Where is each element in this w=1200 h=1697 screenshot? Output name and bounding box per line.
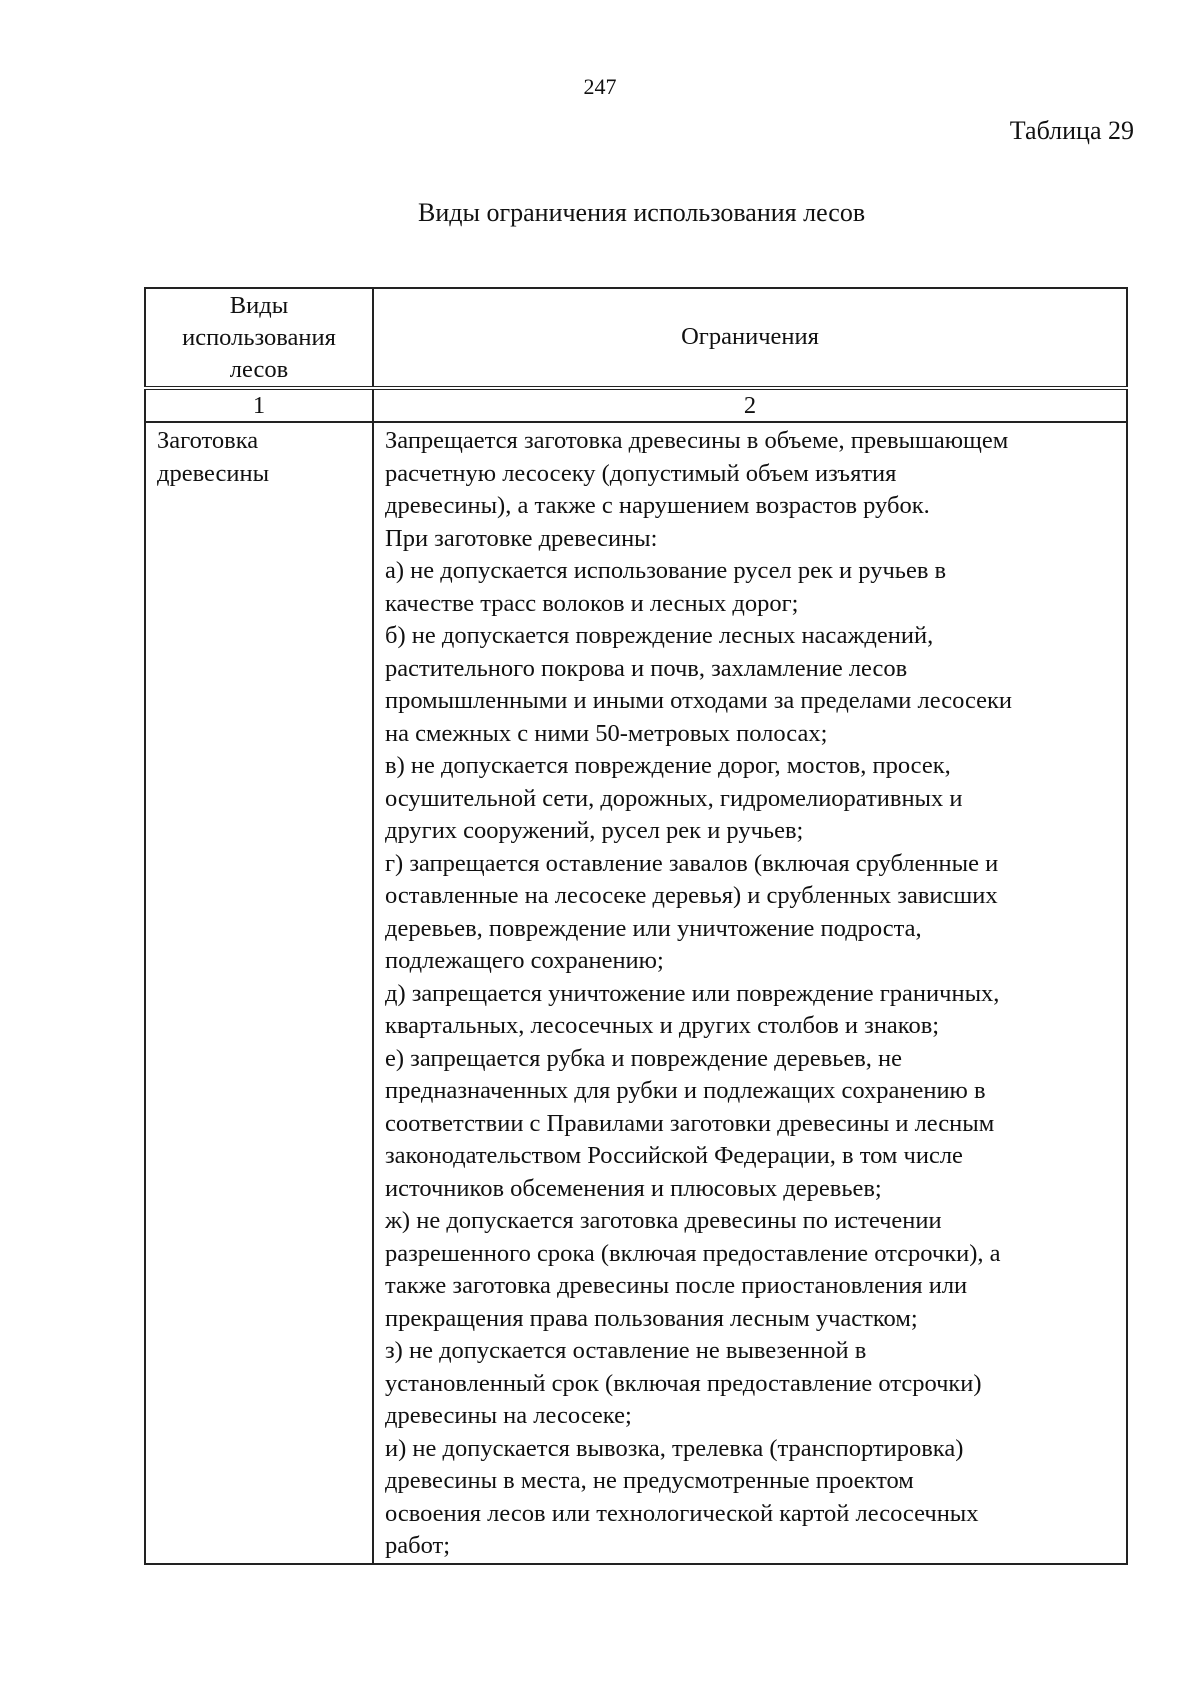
restriction-line: других сооружений, русел рек и ручьев; [385, 817, 804, 844]
restriction-line: работ; [385, 1532, 451, 1559]
restriction-line: квартальных, лесосечных и других столбов и знаков; [385, 1012, 940, 1039]
restriction-line: в) не допускается повреждение дорог, мостов, просек, [385, 752, 951, 779]
restriction-line: законодательством Российской Федерации, в том числе [385, 1142, 963, 1169]
restriction-line: При заготовке древесины: [385, 524, 658, 552]
restriction-line: подлежащего сохранению; [385, 947, 664, 974]
column-number-2: 2 [373, 388, 1127, 422]
restriction-line: древесины), а также с нарушением возрастов рубок. [385, 492, 930, 519]
restriction-line: осушительной сети, дорожных, гидромелиоративных и [385, 784, 963, 812]
restriction-line: соответствии с Правилами заготовки древесины и лесным [385, 1109, 995, 1137]
table-row [145, 422, 1127, 1564]
restriction-line: установленный срок (включая предоставление отсрочки) [385, 1369, 982, 1397]
restriction-line: Запрещается заготовка древесины в объеме, превышающем [385, 427, 1009, 454]
header-usage-kinds [145, 288, 373, 388]
page-number: 247 [583, 74, 617, 99]
restriction-line: а) не допускается использование русел рек и ручьев в [385, 557, 947, 584]
restriction-line: растительного покрова и почв, захламление лесов [385, 654, 908, 682]
restriction-line: древесины в места, не предусмотренные проектом [385, 1467, 914, 1494]
restriction-line: з) не допускается оставление не вывезенной в [385, 1337, 867, 1364]
restrictions-table [144, 287, 1128, 1565]
restriction-line: оставленные на лесосеке деревья) и срубленных зависших [385, 882, 998, 909]
restriction-line: прекращения права пользования лесным участком; [385, 1304, 918, 1332]
restrictions-cell [373, 422, 1127, 1564]
restriction-line: и) не допускается вывозка, трелевка (транспортировка) [385, 1434, 964, 1462]
column-number-1: 1 [145, 388, 373, 422]
restriction-line: древесины на лесосеке; [385, 1402, 632, 1429]
restriction-line: г) запрещается оставление завалов (включая срубленные и [385, 849, 999, 877]
restriction-line: источников обсеменения и плюсовых деревьев; [385, 1174, 882, 1202]
restriction-line: б) не допускается повреждение лесных насаждений, [385, 622, 934, 649]
document-title: Виды ограничения использования лесов [418, 198, 866, 227]
restriction-line: деревьев, повреждение или уничтожение подроста, [385, 914, 922, 942]
restriction-line: качестве трасс волоков и лесных дорог; [385, 589, 799, 617]
restriction-line: освоения лесов или технологической картой лесосечных [385, 1499, 979, 1527]
header-usage-kinds-line: использования [182, 323, 336, 351]
restriction-line: д) запрещается уничтожение или повреждение граничных, [385, 979, 1000, 1007]
restriction-line: промышленными и иными отходами за пределами лесосеки [385, 687, 1013, 714]
usage-kind-cell [145, 422, 373, 1564]
restriction-line: е) запрещается рубка и повреждение деревьев, не [385, 1044, 903, 1072]
usage-kind-line: древесины [157, 459, 270, 487]
restriction-line: ж) не допускается заготовка древесины по истечении [385, 1207, 942, 1234]
restriction-line: разрешенного срока (включая предоставление отсрочки), а [385, 1239, 1001, 1267]
restriction-line: предназначенных для рубки и подлежащих сохранению в [385, 1077, 986, 1104]
restriction-line: на смежных с ними 50-метровых полосах; [385, 719, 828, 747]
table-header-row [145, 288, 1127, 388]
table-label: Таблица 29 [1009, 116, 1134, 145]
restriction-line: также заготовка древесины после приостановления или [385, 1272, 968, 1299]
column-number-row [145, 388, 1127, 422]
header-restrictions: Ограничения [373, 288, 1127, 388]
restriction-line: расчетную лесосеку (допустимый объем изъятия [385, 459, 897, 487]
header-usage-kinds-line: лесов [229, 355, 289, 383]
usage-kind-line: Заготовка [157, 427, 259, 454]
header-usage-kinds-line: Виды [229, 291, 289, 319]
